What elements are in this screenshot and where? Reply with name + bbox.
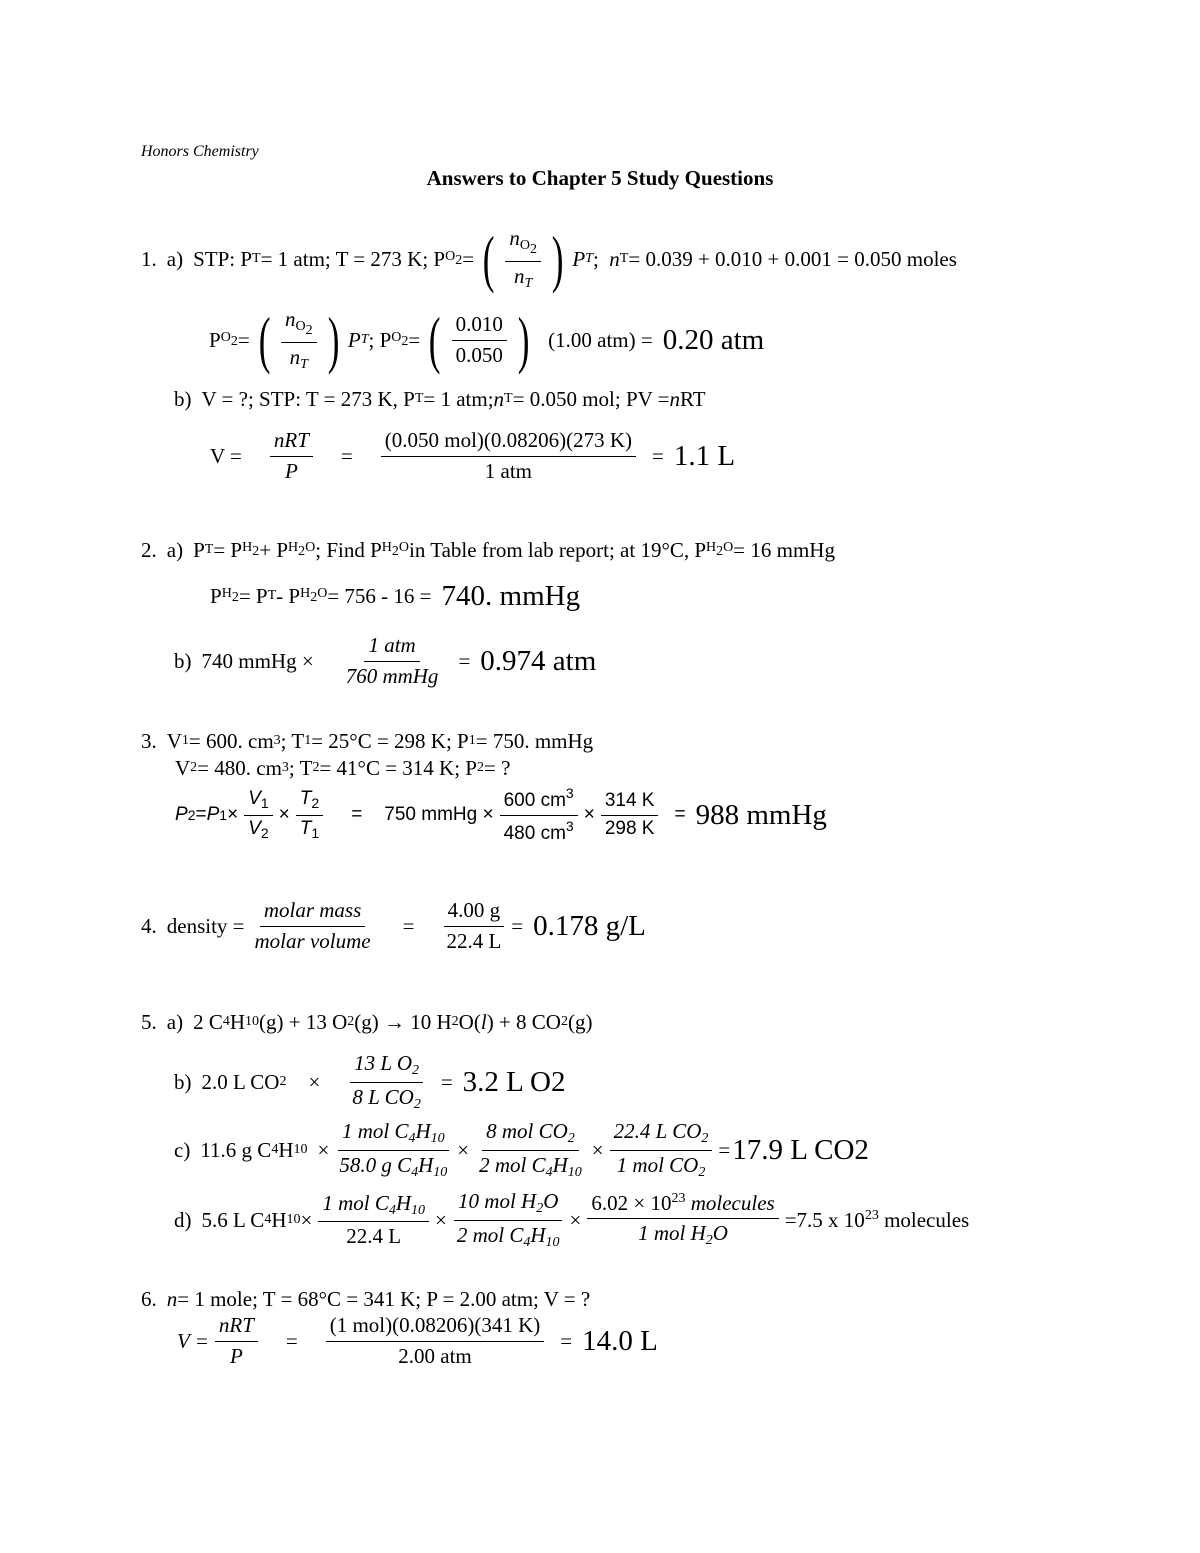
q1a-answer: 0.20 atm (662, 323, 765, 356)
q5-line-a: 5. a) 2 C 4 H 10 (g) + 13 O 2 (g) → 10 H 2 O( l ) + 8 CO 2 (g) (141, 1009, 593, 1034)
q1-line-po2: P $O_2$ = ( $\frac{n_{O_2}}{n_T}$ ) P T ; P $O_2$ = ( $\frac{0.010}{0.050}$ ) (1.00 atm) = 0.20 atm (209, 304, 765, 375)
q1-line-b: b) V = ?; STP: T = 273 K, P T = 1 atm; n T = 0.050 mol; PV = n RT (174, 386, 706, 411)
q5-line-b: b) 2.0 L CO 2 × $\frac{13 L O_2}{8 L CO_2}$ = 3.2 L O2 (174, 1051, 566, 1112)
q2b-answer: 0.974 atm (480, 644, 597, 677)
course-label: Honors Chemistry (141, 143, 259, 160)
q6-line-v: V = $\frac{\text{nRT}}{P}$ = $\frac{\text{(1 mol)(0.08206)(341 K)}}{\text{2.00 atm}}$ = 14.0 L (177, 1313, 658, 1368)
q2-line-a: 2. a) P T = P $H_2$ + P $H_2O$ ; Find P $H_2O$ in Table from lab report; at 19°C, P $H_2O$ = 16 mmHg (141, 537, 835, 562)
q5b-answer: 3.2 L O2 (462, 1065, 566, 1098)
q5-line-d: d) 5.6 L C 4 H 10 × $\frac{1 mol C_4H_{10}}{22.4 L}$ × $\frac{10 mol H_2O}{2 mol C_4H_{10}}$ × $\frac{6.02 \times 10^{23} molecules}{1 mol H_2O}$ =7.5 x $10^{23}$ molecules (174, 1189, 970, 1250)
q2-line-ph2: P $H_2$ = P T - P $H_2O$ = 756 - 16 = 740. mmHg (210, 579, 581, 612)
q3-line-2: V 2 = 480. cm 3 ; T 2 = 41°C = 314 K; P 2 = ? (175, 755, 511, 780)
q3-line-1: 3. V 1 = 600. cm 3 ; T 1 = 25°C = 298 K; P 1 = 750. mmHg (141, 728, 594, 753)
page-title: Answers to Chapter 5 Study Questions (426, 166, 774, 190)
q1b-answer: 1.1 L (673, 439, 736, 472)
q1-line-a: 1. a) STP: P T = 1 atm; T = 273 K; P $O_2$ = ( $\frac{n_{O_2}}{n_T}$ ) P T ; n T = 0.039 + 0.010 + 0.001 = 0.050 moles (141, 223, 957, 294)
q1-line-v: V = $\frac{\text{nRT}}{P}$ = $\frac{\text{(0.050 mol)(0.08206)(273 K)}}{\text{1 atm}}$ = 1.1 L (210, 428, 736, 483)
q3-answer: 988 mmHg (695, 798, 827, 831)
q4-answer: 0.178 g/L (533, 909, 646, 942)
q5d-answer: =7.5 x $10^{23}$ molecules (784, 1207, 970, 1232)
mole-fraction: ( $\frac{n_{O_2}}{n_T}$ ) (482, 223, 564, 294)
q6-answer: 14.0 L (582, 1324, 658, 1357)
q3-formula: P 2 = P 1 × $\frac{V_1}{V_2}$ × $\frac{T_2}{T_1}$ = 750 mmHg × $\frac{600 cm^3}{480 cm^3}$ × $\frac{314 K}{298 K}$ = 988 mmHg (175, 784, 827, 844)
q5c-answer: 17.9 L CO2 (732, 1133, 869, 1166)
q2-line-b: b) 740 mmHg × $\frac{\text{1 atm}}{\text{760 mmHg}}$ = 0.974 atm (174, 633, 597, 688)
q4-line: 4. density = $\frac{\text{molar mass}}{\text{molar volume}}$ = $\frac{4.00 g}{22.4 L}$ = 0.178 g/L (141, 898, 646, 953)
q6-line-1: 6. n = 1 mole; T = 68°C = 341 K; P = 2.00 atm; V = ? (141, 1286, 591, 1311)
q5-line-c: c) 11.6 g C 4 H 10 × $\frac{1 mol C_4H_{10}}{58.0 g C_4H_{10}}$ × $\frac{8 mol CO_2}{2 mol C_4H_{10}}$ × $\frac{22.4 L CO_2}{1 mol CO_2}$ = 17.9 L CO2 (174, 1119, 869, 1180)
q2a-answer: 740. mmHg (441, 579, 581, 612)
